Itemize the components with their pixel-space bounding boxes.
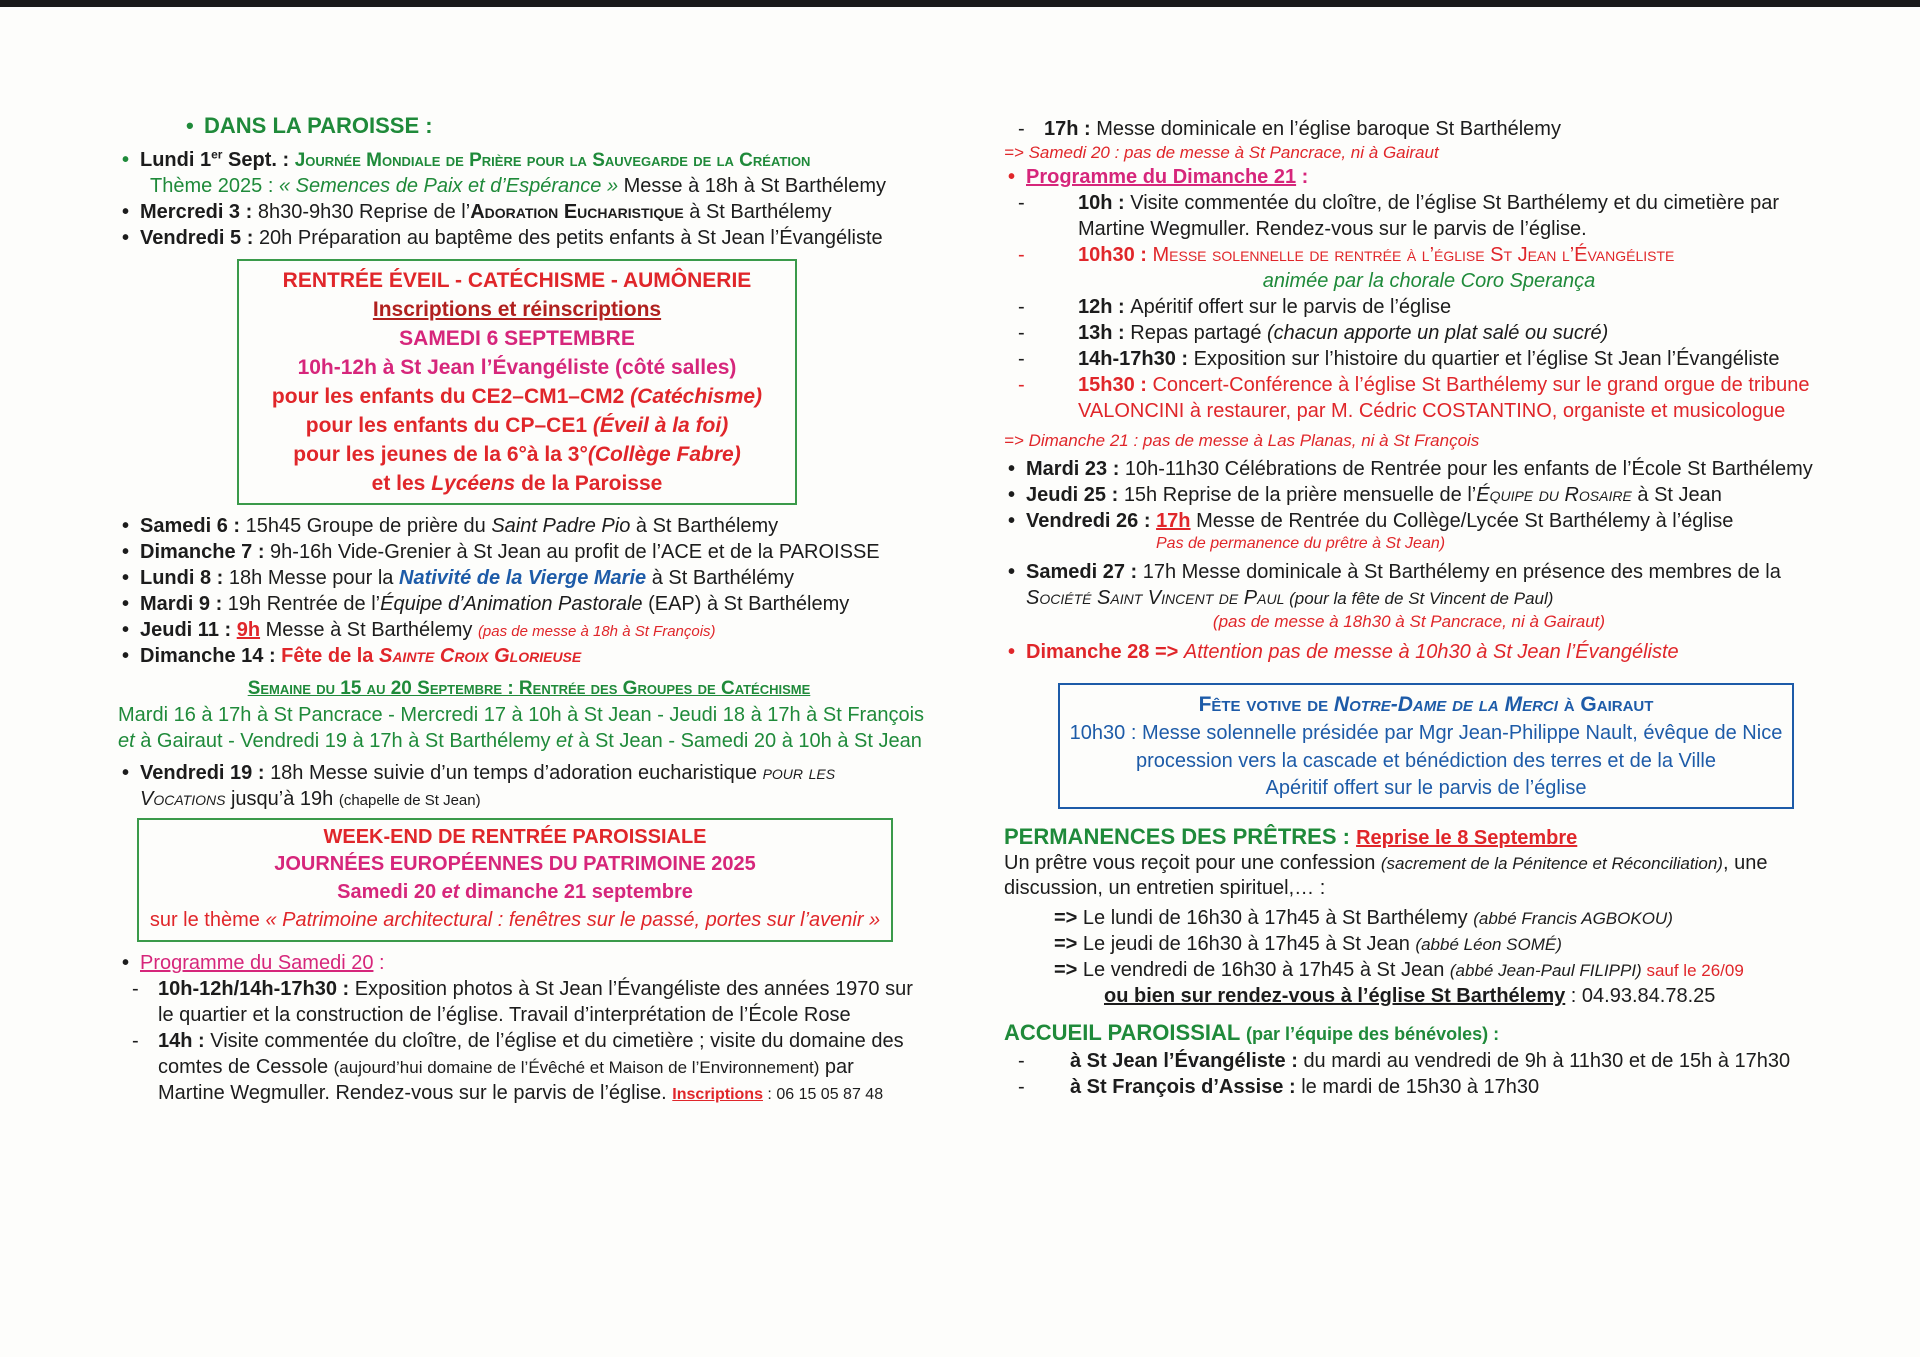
item-lundi-8: • Lundi 8 : 18h Messe pour la Nativité de la Vierge Marie à St Barthélémy — [118, 565, 940, 591]
item-dimanche-28: • Dimanche 28 => Attention pas de messe à 10h30 à St Jean l’Évangéliste — [1004, 639, 1814, 665]
left-column — [118, 112, 940, 1106]
accueil-heading: ACCUEIL PAROISSIAL (par l’équipe des bénévoles) : — [1004, 1020, 1500, 1046]
prog20-item-expo: - 10h-12h/14h-17h30 : Exposition photos à St Jean l’Évangéliste des années 1970 sur le quartier et la construction de l’église. Travail d’interprétation de l’École Rose — [118, 976, 940, 1028]
prog21-item-concert: - 15h30 : Concert-Conférence à l’église St Barthélemy sur le grand orgue de tribune VALONCINI à restaurer, par M. Cédric COSTANTINO, organiste et musicologue — [1004, 372, 1814, 424]
item-jeudi-25: • Jeudi 25 : 15h Reprise de la prière mensuelle de l’Équipe du Rosaire à St Jean — [1004, 482, 1814, 508]
prog21-item-expo: - 14h-17h30 : Exposition sur l’histoire du quartier et l’église St Jean l’Évangéliste — [1004, 346, 1814, 372]
box1-subtitle: Inscriptions et réinscriptions — [372, 298, 662, 322]
right-column — [1004, 116, 1814, 1100]
note-dimanche-21: => Dimanche 21 : pas de messe à Las Planas, ni à St François — [1004, 431, 1480, 451]
item-mardi-9: • Mardi 9 : 19h Rentrée de l’Équipe d’Animation Pastorale (EAP) à St Barthélemy — [118, 591, 940, 617]
samedi-27-note: (pas de messe à 18h30 à St Pancrace, ni à Gairaut) — [1212, 611, 1606, 631]
semaine-catechisme-title: Semaine du 15 au 20 Septembre : Rentrée des Groupes de Catéchisme — [247, 678, 811, 700]
item-mardi-23: • Mardi 23 : 10h-11h30 Célébrations de Rentrée pour les enfants de l’École St Barthélemy — [1004, 456, 1814, 482]
vendredi-26-note: Pas de permanence du prêtre à St Jean) — [1156, 535, 1446, 553]
prog21-item-repas: - 13h : Repas partagé (chacun apporte un plat salé ou sucré) — [1004, 320, 1814, 346]
item-mercredi-3: • Mercredi 3 : 8h30-9h30 Reprise de l’Adoration Eucharistique à St Barthélemy — [118, 199, 940, 225]
box3-line3: procession vers la cascade et bénédiction des terres et de la Ville — [1136, 749, 1716, 772]
prog21-item-visite: - 10h : Visite commentée du cloître, de l’église St Barthélemy et du cimetière par Martine Wegmuller. Rendez-vous sur le parvis de l’église. — [1004, 190, 1814, 242]
semaine-line2: et à Gairaut - Vendredi 19 à 17h à St Barthélemy et à St Jean - Samedi 20 à 10h à St Jean — [118, 729, 922, 752]
item-dimanche-7: • Dimanche 7 : 9h-16h Vide-Grenier à St Jean au profit de l’ACE et de la PAROISSE — [118, 539, 940, 565]
prog21-item-aperitif: - 12h : Apéritif offert sur le parvis de l’église — [1004, 294, 1814, 320]
section-heading-paroisse: • DANS LA PAROISSE : — [182, 112, 940, 141]
accueil-st-jean: - à St Jean l’Évangéliste : du mardi au vendredi de 9h à 11h30 et de 15h à 17h30 — [1004, 1048, 1814, 1074]
perm-rendez-vous: ou bien sur rendez-vous à l’église St Barthélemy : 04.93.84.78.25 — [1104, 985, 1716, 1008]
box-rentree-catechisme — [237, 259, 797, 505]
box-week-end-rentree — [137, 818, 893, 942]
box1-title: RENTRÉE ÉVEIL - CATÉCHISME - AUMÔNERIE — [282, 269, 752, 293]
box2-line4: sur le thème « Patrimoine architectural : fenêtres sur le passé, portes sur l’avenir » — [149, 908, 881, 931]
item-lundi-1: • Lundi 1er Sept. : Journée Mondiale de Prière pour la Sauvegarde de la Création — [118, 147, 940, 174]
permanences-intro: Un prêtre vous reçoit pour une confession (sacrement de la Pénitence et Réconciliation), une discussion, un entretien spirituel,… : — [1004, 852, 1768, 900]
perm-jeudi: => Le jeudi de 16h30 à 17h45 à St Jean (abbé Léon SOMÉ) — [1054, 933, 1562, 956]
item-vendredi-26: • Vendredi 26 : 17h Messe de Rentrée du Collège/Lycée St Barthélemy à l’église — [1004, 508, 1814, 534]
box1-line1: pour les enfants du CE2–CM1–CM2 (Catéchisme) — [271, 385, 763, 409]
box-fete-votive — [1058, 683, 1794, 809]
permanences-heading: PERMANENCES DES PRÊTRES : Reprise le 8 Septembre — [1004, 823, 1578, 849]
box1-line4: et les Lycéens de la Paroisse — [371, 472, 663, 496]
item-jeudi-11: • Jeudi 11 : 9h Messe à St Barthélemy (pas de messe à 18h à St François) — [118, 617, 940, 643]
prog-samedi-20-title: • Programme du Samedi 20 : — [118, 950, 940, 976]
prog-dimanche-21-title: • Programme du Dimanche 21 : — [1004, 164, 1814, 190]
perm-vendredi: => Le vendredi de 16h30 à 17h45 à St Jean (abbé Jean-Paul FILIPPI) sauf le 26/09 — [1054, 959, 1744, 982]
prog20-item-visite: - 14h : Visite commentée du cloître, de l’église et du cimetière ; visite du domaine des comtes de Cessole (aujourd’hui domaine de l’Évêché et Maison de l’Environnement) par Martine Wegmuller. Rendez-vous sur le parvis de l’église. Inscriptions : 06 15 05 87 48 — [118, 1028, 940, 1106]
note-samedi-20: => Samedi 20 : pas de messe à St Pancrace, ni à Gairaut — [1004, 143, 1439, 162]
box2-line1: WEEK-END DE RENTRÉE PAROISSIALE — [323, 825, 707, 848]
box1-line2: pour les enfants du CP–CE1 (Éveil à la foi) — [305, 414, 729, 438]
item-samedi-6: • Samedi 6 : 15h45 Groupe de prière du Saint Padre Pio à St Barthélemy — [118, 513, 940, 539]
box1-date: SAMEDI 6 SEPTEMBRE — [399, 327, 635, 351]
item-lundi-1-theme: Thème 2025 : « Semences de Paix et d’Espérance » Messe à 18h à St Barthélemy — [150, 175, 886, 198]
accueil-st-francois: - à St François d’Assise : le mardi de 15h30 à 17h30 — [1004, 1074, 1814, 1100]
scan-top-border — [0, 0, 1920, 7]
item-vendredi-5: • Vendredi 5 : 20h Préparation au baptême des petits enfants à St Jean l’Évangéliste — [118, 225, 940, 251]
prog21-chorale: animée par la chorale Coro Sperança — [1262, 270, 1596, 293]
box1-place: 10h-12h à St Jean l’Évangéliste (côté salles) — [297, 356, 737, 380]
item-dimanche-14: • Dimanche 14 : Fête de la Sainte Croix Glorieuse — [118, 643, 940, 669]
perm-lundi: => Le lundi de 16h30 à 17h45 à St Barthélemy (abbé Francis AGBOKOU) — [1054, 907, 1673, 930]
box2-line2: JOURNÉES EUROPÉENNES DU PATRIMOINE 2025 — [274, 853, 756, 876]
r-item-17h: - 17h : Messe dominicale en l’église baroque St Barthélemy — [1004, 116, 1814, 142]
box2-line3: Samedi 20 et dimanche 21 septembre — [337, 880, 693, 903]
box1-line3: pour les jeunes de la 6°à la 3°(Collège Fabre) — [293, 443, 741, 467]
item-samedi-27: • Samedi 27 : 17h Messe dominicale à St Barthélemy en présence des membres de la Société Saint Vincent de Paul (pour la fête de St Vincent de Paul) — [1004, 559, 1814, 611]
semaine-line1: Mardi 16 à 17h à St Pancrace - Mercredi 17 à 10h à St Jean - Jeudi 18 à 17h à St François — [118, 703, 925, 726]
box3-line4: Apéritif offert sur le parvis de l’église — [1265, 777, 1587, 800]
box3-title: Fête votive de Notre-Dame de la Merci à Gairaut — [1198, 693, 1654, 717]
item-vendredi-19: • Vendredi 19 : 18h Messe suivie d’un temps d’adoration eucharistique pour les Vocations jusqu’à 19h (chapelle de St Jean) — [118, 760, 940, 812]
prog21-item-messe: - 10h30 : Messe solennelle de rentrée à l’église St Jean l’Évangéliste — [1004, 242, 1814, 268]
box3-line2: 10h30 : Messe solennelle présidée par Mgr Jean-Philippe Nault, évêque de Nice — [1069, 722, 1783, 745]
